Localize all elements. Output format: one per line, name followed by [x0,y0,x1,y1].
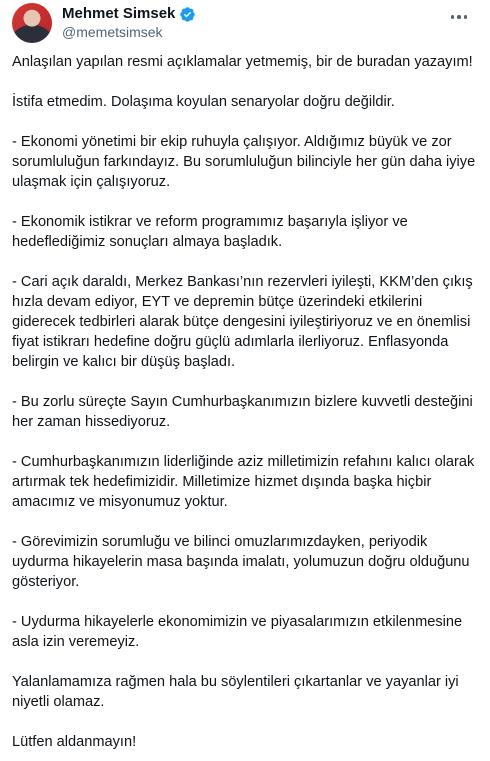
post-paragraph: - Cari açık daraldı, Merkez Bankası’nın rezervleri iyileşti, KKM’den çıkış hızla devam ediyor, EYT ve depremin bütçe üzerindeki etkilerini giderecek tedbirleri alarak bütçe dengesini iyileştiriyoruz ve en önemlisi fiyat istikrarı hedefine doğru güçlü adımlarla ilerliyoruz. Enflasyonda belirgin ve kalıcı bir düşüş başladı. [12,274,473,370]
author-name-row [62,5,196,23]
avatar[interactable] [12,3,52,43]
post-text [12,52,478,752]
post-paragraph: İstifa etmedim. Dolaşıma koyulan senaryolar doğru değildir. [12,94,395,110]
post-paragraph: - Uydurma hikayelerle ekonomimizin ve piyasalarımızın etkilenmesine asla izin veremeyiz. [12,614,463,650]
verified-badge-icon [179,6,196,23]
post-paragraph: Lütfen aldanmayın! [12,734,137,750]
post-paragraph: Anlaşılan yapılan resmi açıklamalar yetmemiş, bir de buradan yazayım! [12,54,473,70]
post-paragraph: - Ekonomik istikrar ve reform programımız başarıyla işliyor ve hedeflediğimiz sonuçları almaya başladık. [12,214,408,250]
more-dot-icon [451,15,455,19]
more-options-icon[interactable] [448,6,470,28]
post-header [12,0,478,52]
post-paragraph: - Ekonomi yönetimi bir ekip ruhuyla çalışıyor. Aldığımız büyük ve zor sorumluluğun farkındayız. Bu sorumluluğun bilinciyle her gün daha iyiye ulaşmak için çalışıyoruz. [12,134,476,190]
more-dot-icon [457,15,461,19]
post-paragraph: - Cumhurbaşkanımızın liderliğinde aziz milletimizin refahını kalıcı olarak artırmak tek hedefimizidir. Milletimize hizmet dışında başka hiçbir amacımız ve misyonumuz yoktur. [12,454,475,510]
author-display-name[interactable]: Mehmet Simsek [62,5,176,22]
post-paragraph: - Görevimizin sorumluğu ve bilinci omuzlarımızdayken, periyodik uydurma hikayelerin masa başında imalatı, yolumuzun doğru olduğunu gösteriyor. [12,534,470,590]
post-paragraph: - Bu zorlu süreçte Sayın Cumhurbaşkanımızın bizlere kuvvetli desteğini her zaman hissediyoruz. [12,394,473,430]
post-paragraph: Yalanlamamıza rağmen hala bu söylentileri çıkartanlar ve yayanlar iyi niyetli olamaz. [12,674,459,710]
author-handle[interactable]: @memetsimsek [62,24,163,40]
more-dot-icon [464,15,468,19]
